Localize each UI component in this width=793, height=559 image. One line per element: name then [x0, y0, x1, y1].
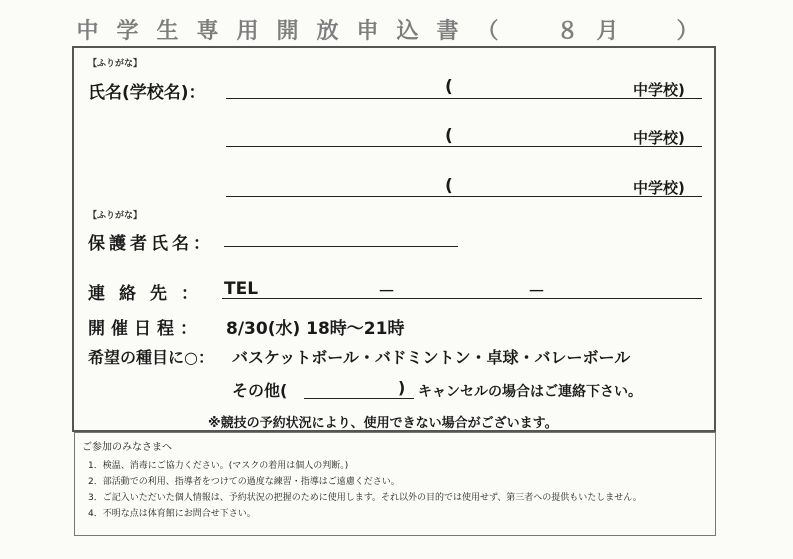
school-paren-open-3: ( [445, 176, 453, 196]
name-input-line-3[interactable] [226, 196, 702, 197]
tel-dash-1: － [378, 282, 395, 302]
school-paren-open-2: ( [445, 126, 453, 146]
tel-dash-2: － [528, 282, 545, 302]
notes-heading: ご参加のみなさまへ [82, 442, 172, 453]
school-suffix-3: 中学校) [633, 179, 685, 197]
form-title-main: 中学生専用開放申込書 [76, 19, 477, 44]
other-event-input-line[interactable] [304, 398, 414, 399]
guardian-name-label: 保護者氏名： [88, 234, 214, 254]
other-event-label: その他( [232, 381, 288, 400]
name-school-label: 氏名(学校名)： [88, 83, 206, 103]
form-title [0, 14, 793, 45]
school-suffix-2: 中学校) [633, 129, 685, 147]
schedule-value: 8/30(水) 18時～21時 [226, 319, 405, 339]
other-event-close-paren: ) [398, 378, 406, 397]
form-title-month: （ ８月 ） [476, 19, 717, 44]
guardian-name-input-line[interactable] [224, 246, 458, 247]
schedule-label: 開催日程： [88, 319, 203, 339]
note-item-2: 2．部活動での利用、指導者をつけての過度な練習・指導はご遠慮ください。 [88, 477, 400, 487]
events-label: 希望の種目に○： [88, 348, 214, 367]
note-item-3: 3．ご記入いただいた個人情報は、予約状況の把握のために使用します。それ以外の目的では使用せず、第三者への提供もいたしません。 [88, 493, 642, 503]
tel-label: TEL [224, 279, 259, 299]
name-furigana-label: 【ふりがな】 [88, 59, 143, 69]
guardian-furigana-label: 【ふりがな】 [88, 211, 143, 221]
note-item-4: 4．不明な点は体育館にお問合せ下さい。 [88, 509, 256, 519]
tel-input-line[interactable] [222, 298, 702, 299]
name-input-line-2[interactable] [226, 146, 702, 147]
school-paren-open-1: ( [445, 77, 453, 97]
note-item-1: 1．検温、消毒にご協力ください。(マスクの着用は個人の判断。) [88, 461, 349, 471]
contact-label: 連絡先： [88, 284, 212, 304]
school-suffix-1: 中学校) [633, 81, 685, 99]
events-value[interactable]: バスケットボール・バドミントン・卓球・バレーボール [232, 348, 631, 367]
name-input-line-1[interactable] [226, 98, 702, 99]
availability-note: ※競技の予約状況により、使用できない場合がございます。 [208, 416, 558, 431]
cancel-notice: キャンセルの場合はご連絡下さい。 [418, 384, 642, 400]
